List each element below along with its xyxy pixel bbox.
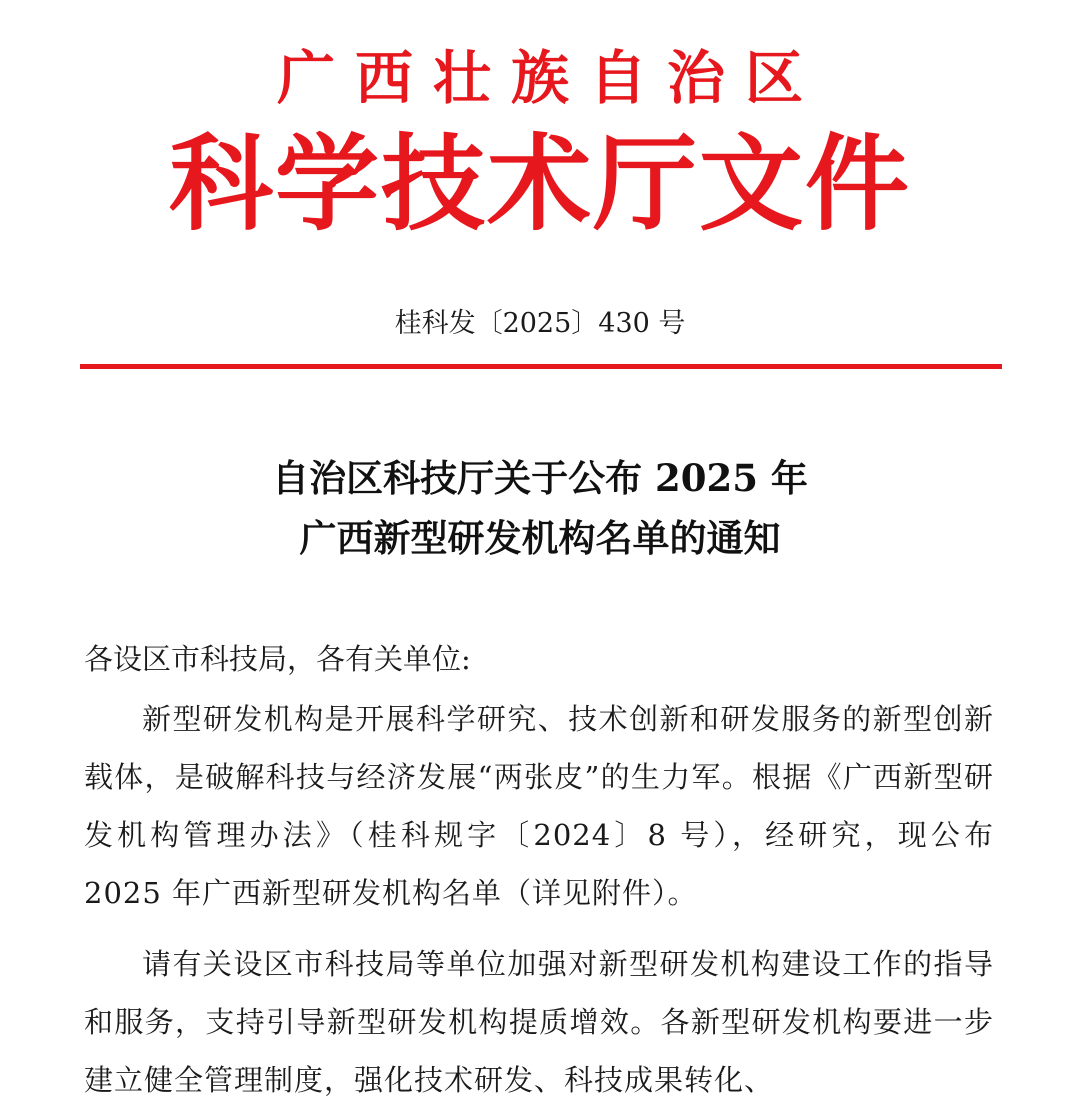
- salutation: 各设区市科技局，各有关单位:: [84, 642, 471, 676]
- body-paragraph-2: 请有关设区市科技局等单位加强对新型研发机构建设工作的指导和服务，支持引导新型研发机构提质增效。各新型研发机构要进一步建立健全管理制度，强化技术研发、科技成果转化、: [84, 947, 994, 1097]
- issuing-org-line1: 广西壮族自治区: [276, 44, 823, 112]
- document-title-line1: 自治区科技厅关于公布 2025 年: [272, 456, 808, 500]
- document-title-line2: 广西新型研发机构名单的通知: [299, 516, 781, 560]
- red-divider-rule: [80, 364, 1002, 369]
- body-paragraph-1: 新型研发机构是开展科学研究、技术创新和研发服务的新型创新载体，是破解科技与经济发展“两张皮”的生力军。根据《广西新型研发机构管理办法》（桂科规字〔2024〕8 号），经研究，现公布 2025 年广西新型研发机构名单（详见附件）。: [84, 702, 994, 910]
- issuing-org-line2: 科学技术厅文件: [168, 122, 911, 245]
- document-number: 桂科发〔2025〕430 号: [394, 308, 686, 339]
